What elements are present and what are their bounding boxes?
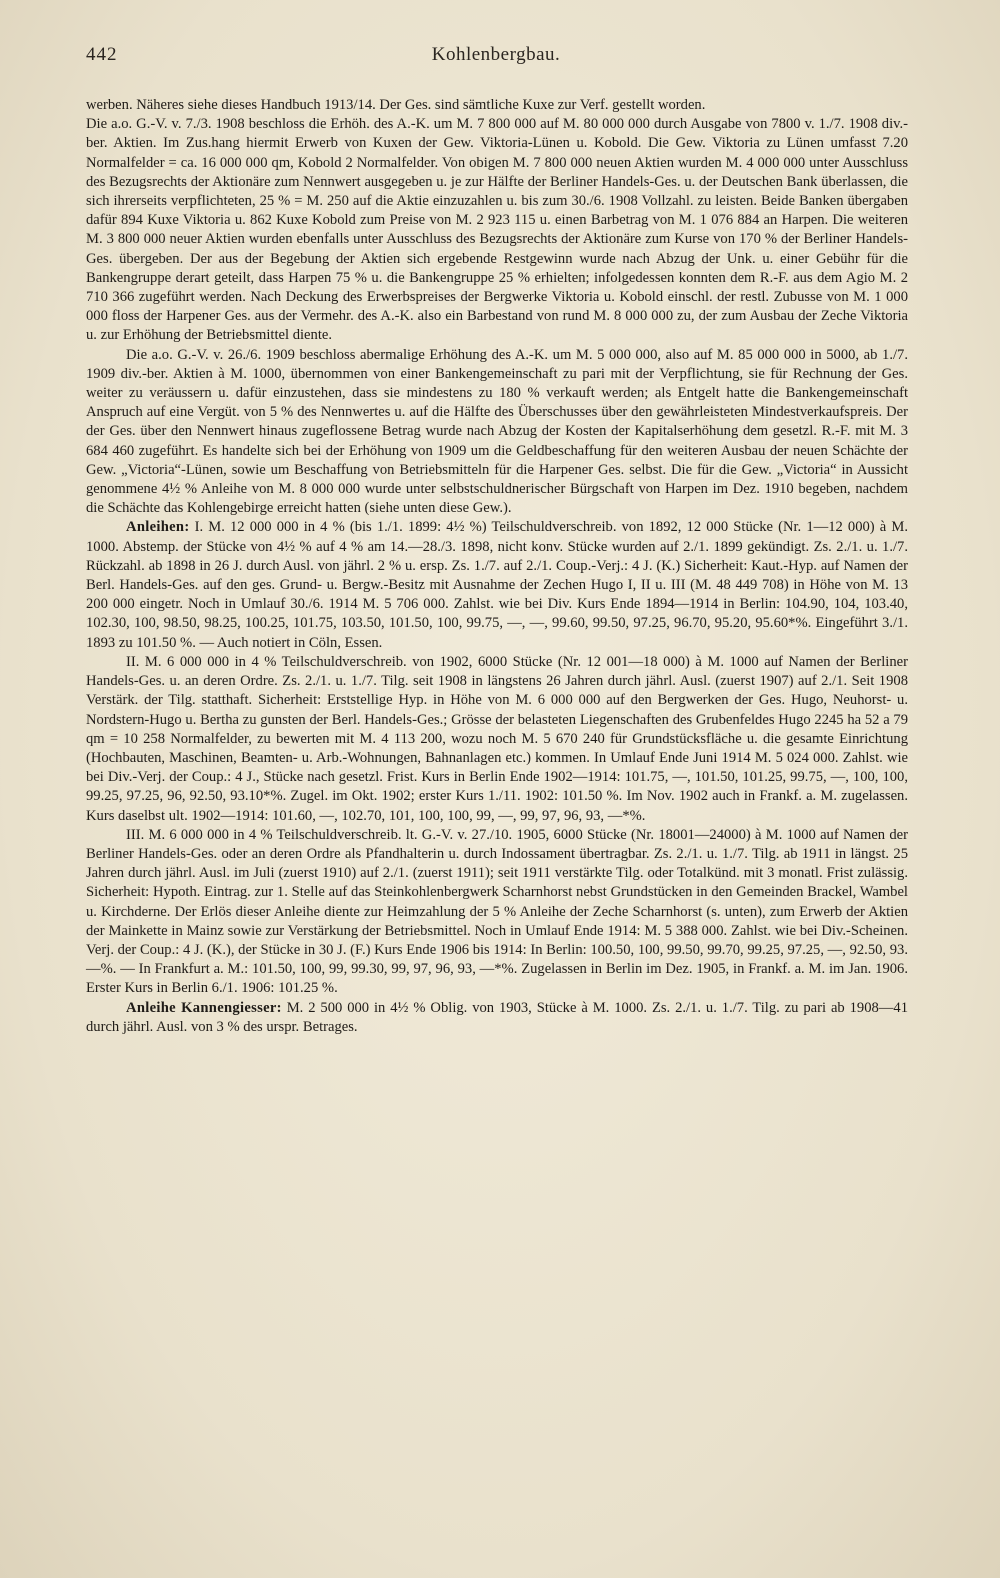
paragraph: Die a.o. G.-V. v. 7./3. 1908 beschloss die Erhöh. des A.-K. um M. 7 800 000 auf M. 80 000 000 durch Ausgabe von 7800 v. 1./7. 1908 div.-ber. Aktien. Im Zus.hang hiermit Erwerb von Kuxen der Gew. Viktoria-Lünen u. Kobold. Die Gew. Viktoria zu Lünen umfasst 7.20 Normalfelder = ca. 16 000 000 qm, Kobold 2 Normalfelder. Von obigen M. 7 800 000 neuen Aktien wurden M. 4 000 000 unter Ausschluss des Bezugsrechts der Aktionäre zum Nennwert ausgegeben u. je zur Hälfte der Berliner Handels-Ges. u. der Deutschen Bank überlassen, die sich ihrerseits verpflichteten, 25 % = M. 250 auf die Aktie einzuzahlen u. bis zum 30./6. 1908 Vollzahl. zu leisten. Beide Banken übergaben dafür 894 Kuxe Viktoria u. 862 Kuxe Kobold zum Preise von M. 2 923 115 u. einen Barbetrag von M. 1 076 884 an Harpen. Die weiteren M. 3 800 000 neuer Aktien wurden ebenfalls unter Ausschluss des Bezugsrechts der Aktionäre zum Kurse von 170 % der Berliner Handels-Ges. übergeben. Der aus der Begebung der Aktien sich ergebende Restgewinn wurde nach Abzug der Unk. u. einer Gebühr für die Bankengruppe derart geteilt, dass Harpen 75 % u. die Bankengruppe 25 % erhielten; infolgedessen konnten dem R.-F. aus dem Agio M. 2 710 366 zugeführt werden. Nach Deckung des Erwerbspreises der Bergwerke Viktoria u. Kobold einschl. der restl. Zubusse von M. 1 000 000 floss der Harpener Ges. aus der Vermehr. des A.-K. also ein Barbestand von rund M. 8 000 000 zu, der zum Ausbau der Zeche Viktoria u. zur Erhöhung der Betriebsmittel diente.	[86, 116, 908, 344]
paragraph-anleihen: Anleihen: I. M. 12 000 000 in 4 % (bis 1./1. 1899: 4½ %) Teilschuldverschreib. von 1892, 12 000 Stücke (Nr. 1—12 000) à M. 1000. Abstemp. der Stücke von 4½ % auf 4 % am 14.—28./3. 1898, nicht konv. Stücke wurden auf 2./1. 1899 gekündigt. Zs. 2./1. u. 1./7. Rückzahl. ab 1898 in 26 J. durch Ausl. von jährl. 2 % u. ersp. Zs. 1./7. auf 2./1. Coup.-Verj.: 4 J. (K.) Sicherheit: Kaut.-Hyp. auf Namen der Berl. Handels-Ges. auf den ges. Grund- u. Bergw.-Besitz mit Ausnahme der Zechen Hugo I, II u. III (M. 48 449 708) in Höhe von M. 13 200 000 eingetr. Noch in Umlauf 30./6. 1914 M. 5 706 000. Zahlst. wie bei Div. Kurs Ende 1894—1914 in Berlin: 104.90, 104, 103.40, 102.30, 100, 98.50, 98.25, 100.25, 101.75, 103.50, 101.50, 100, 99.75, —, —, 99.60, 99.50, 97.25, 96.70, 95.20, 95.60*%. Eingeführt 3./1. 1893 zu 101.50 %. — Auch notiert in Cöln, Essen.	[86, 519, 908, 651]
section-heading: Anleihen:	[126, 519, 190, 536]
paragraph-anleihe-kannengiesser: Anleihe Kannengiesser: M. 2 500 000 in 4½ % Oblig. von 1903, Stücke à M. 1000. Zs. 2./1. u. 1./7. Tilg. zu pari ab 1908—41 durch jährl. Ausl. von 3 % des urspr. Betrages.	[86, 999, 908, 1035]
section-heading: Anleihe Kannengiesser:	[126, 999, 282, 1016]
running-head-title: Kohlenbergbau.	[431, 44, 561, 65]
paragraph: III. M. 6 000 000 in 4 % Teilschuldverschreib. lt. G.-V. v. 27./10. 1905, 6000 Stücke (Nr. 18001—24000) à M. 1000 auf Namen der Berliner Handels-Ges. oder an deren Ordre als Pfandhalterin u. durch Indossament übertragbar. Zs. 2./1. u. 1./7. Tilg. ab 1911 in längst. 25 Jahren durch jährl. Ausl. im Juli (zuerst 1910) auf 2./1. (zuerst 1911); seit 1911 verstärkte Tilg. oder Totalkünd. mit 3 monatl. Frist zulässig. Sicherheit: Hypoth. Eintrag. zur 1. Stelle auf das Steinkohlenbergwerk Scharnhorst nebst Grundstücken in den Gemeinden Brackel, Wambel u. Kirchderne. Der Erlös dieser Anleihe diente zur Heimzahlung der 5 % Anleihe der Zeche Scharnhorst (s. unten), zum Erwerb der Aktien der Mainkette in Mainz sowie zur Verstärkung der Betriebsmittel. Noch in Umlauf Ende 1914: M. 5 388 000. Zahlst. wie bei Div.-Scheinen. Verj. der Coup.: 4 J. (K.), der Stücke in 30 J. (F.) Kurs Ende 1906 bis 1914: In Berlin: 100.50, 100, 99.50, 99.70, 99.25, 97.25, —, 92.50, 93.—%. — In Frankfurt a. M.: 101.50, 100, 99, 99.30, 99, 97, 96, 93, —*%. Zugelassen in Berlin im Dez. 1905, in Frankf. a. M. im Jan. 1906. Erster Kurs in Berlin 6./1. 1906: 101.25 %.	[86, 826, 908, 997]
page-header	[86, 44, 906, 74]
paragraph: II. M. 6 000 000 in 4 % Teilschuldverschreib. von 1902, 6000 Stücke (Nr. 12 001—18 000) à M. 1000 auf Namen der Berliner Handels-Ges. u. an deren Ordre. Zs. 2./1. u. 1./7. Tilg. seit 1908 in längstens 26 Jahren durch jährl. Ausl. (zuerst 1907) auf 2./1. Seit 1908 Verstärk. der Tilg. statthaft. Sicherheit: Erststellige Hyp. in Höhe von M. 6 000 000 auf den Bergwerken der Ges. Hugo, Neuhorst- u. Nordstern-Hugo u. Bertha zu gunsten der Berl. Handels-Ges.; Grösse der belasteten Liegenschaften des Grubenfeldes Hugo 2245 ha 52 a 79 qm = 10 258 Normalfelder, zu bewerten mit M. 4 113 200, wozu noch M. 5 670 240 für Grundstücksfläche u. die gesamte Einrichtung (Hochbauten, Maschinen, Beamten- u. Arb.-Wohnungen, Bahnanlagen etc.) kommen. In Umlauf Ende Juni 1914 M. 5 024 000. Zahlst. wie bei Div.-Verj. der Coup.: 4 J., Stücke nach gesetzl. Frist. Kurs in Berlin Ende 1902—1914: 101.75, —, 101.50, 101.25, 99.75, —, 100, 100, 99.25, 97.25, 96, 92.50, 93.10*%. Zugel. im Okt. 1902; erster Kurs 1./11. 1902: 101.50 %. Im Nov. 1902 auch in Frankf. a. M. zugelassen. Kurs daselbst ult. 1902—1914: 101.60, —, 102.70, 101, 100, 100, 99, —, 99, 97, 96, 93, —*%.	[86, 653, 908, 824]
body-text	[86, 96, 908, 1037]
page-number: 442	[86, 44, 118, 65]
paragraph: Die a.o. G.-V. v. 26./6. 1909 beschloss abermalige Erhöhung des A.-K. um M. 5 000 000, also auf M. 85 000 000 in 5000, ab 1./7. 1909 div.-ber. Aktien à M. 1000, übernommen von einer Bankengemeinschaft zu pari mit der Verpflichtung, sie für Rechnung der Ges. weiter zu veräussern u. dafür einzustehen, dass sie mindestens zu 180 % verkauft werden; als Entgelt hatte die Bankengemeinschaft Anspruch auf eine Vergüt. von 5 % des Nennwertes u. auf die Hälfte des Überschusses über den gewährleisteten Mindestverkaufspreis. Der der Ges. über den Nennwert hinaus zugeflossene Betrag wurde nach Abzug der Kosten der Kapitalserhöhung dem gesetzl. R.-F. mit M. 3 684 460 zugeführt. Es handelte sich bei der Erhöhung von 1909 um die Geldbeschaffung für den weiteren Ausbau der neuen Schächte der Gew. „Victoria“-Lünen, sowie um Beschaffung von Betriebsmitteln für die Harpener Ges. selbst. Die für die Gew. „Victoria“ in Aussicht genommene 4½ % Anleihe von M. 8 000 000 wurde unter selbstschuldnerischer Bürgschaft von Harpen im Dez. 1910 begeben, nachdem die Schächte das Kohlengebirge erreicht hatten (siehe unten diese Gew.).	[86, 346, 908, 517]
paragraph: werben. Näheres siehe dieses Handbuch 1913/14. Der Ges. sind sämtliche Kuxe zur Verf. gestellt worden.	[86, 97, 706, 113]
